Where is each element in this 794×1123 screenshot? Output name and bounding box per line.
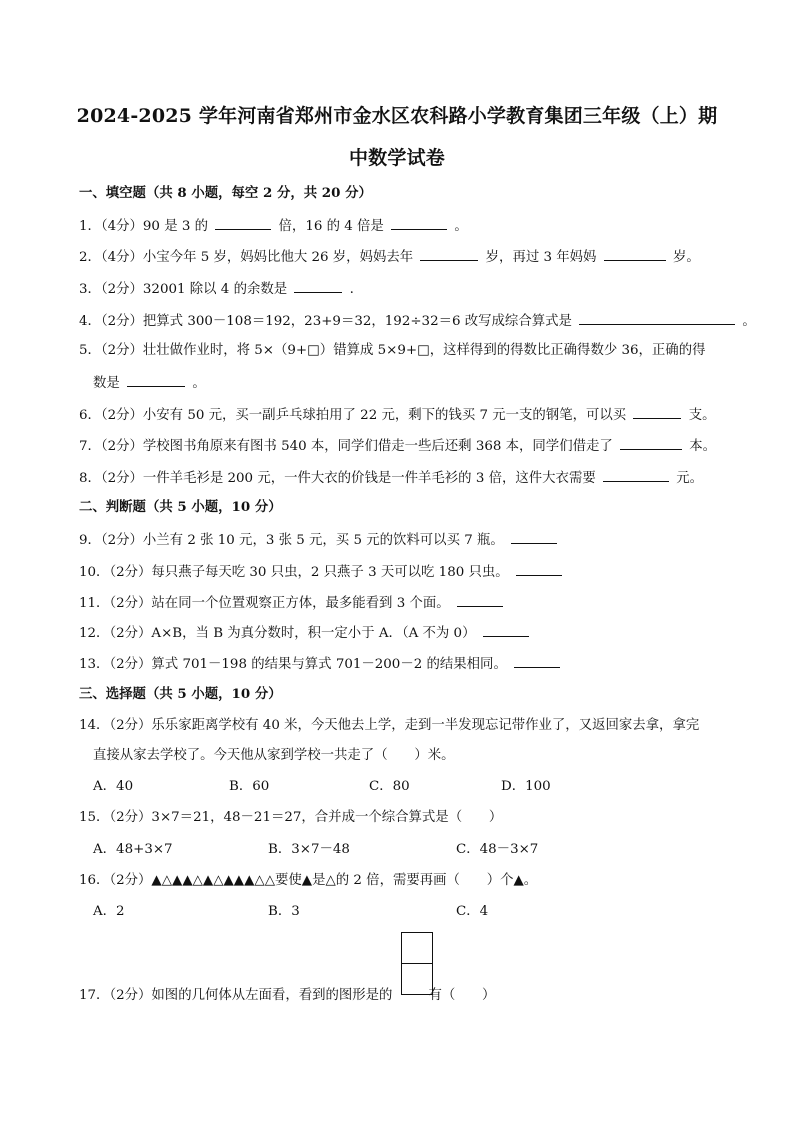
q14-option-c[interactable]: C．80: [369, 779, 410, 794]
q5-text-c: 。: [192, 376, 206, 391]
q14-text-b: 直接从家去学校了。今天他从家到学校一共走了（ ）米。: [93, 748, 455, 763]
q11-blank-1[interactable]: [457, 593, 503, 607]
q1-text-b: 倍，16 的 4 倍是: [278, 219, 384, 234]
q12-blank-1[interactable]: [483, 623, 529, 637]
question-3: [79, 279, 354, 299]
question-11: [79, 593, 506, 613]
q8-text-a: 8．（2分）一件羊毛衫是 200 元，一件大衣的价钱是一件羊毛衫的 3 倍，这件大衣需要: [79, 471, 596, 486]
section-fill-heading: 一、填空题（共 8 小题，每空 2 分，共 20 分）: [79, 185, 372, 201]
q6-text-b: 支。: [688, 408, 716, 423]
q7-text-b: 本。: [689, 439, 717, 454]
question-6: [79, 405, 715, 425]
question-1: [79, 216, 468, 236]
question-12: [79, 623, 532, 643]
question-15: [79, 809, 502, 827]
question-16: [79, 872, 537, 890]
q4-text-b: 。: [742, 314, 756, 329]
q8-blank-1[interactable]: [603, 468, 669, 482]
q4-text-a: 4．（2分）把算式 300－108＝192，23+9＝32，192÷32＝6 改写成综合算式是: [79, 314, 572, 329]
q14-option-d[interactable]: D．100: [501, 779, 551, 794]
section-choice-heading: 三、选择题（共 5 小题，10 分）: [79, 686, 282, 702]
q17-text-b: 有（ ）: [428, 988, 496, 1003]
q15-option-c[interactable]: C．48－3×7: [456, 842, 539, 857]
q5-text-b: 数是: [93, 376, 120, 391]
q14-text-a: 14．（2分）乐乐家距离学校有 40 米，今天他去上学，走到一半发现忘记带作业了，又返回家去拿，拿完: [79, 718, 700, 733]
q2-blank-2[interactable]: [604, 247, 666, 261]
question-9: [79, 530, 560, 550]
q16-option-c[interactable]: C．4: [456, 904, 489, 919]
q2-blank-1[interactable]: [420, 247, 478, 261]
exam-title-line2: 中数学试卷: [348, 147, 445, 169]
q15-option-a[interactable]: A．48+3×7: [93, 842, 173, 857]
q6-text-a: 6．（2分）小安有 50 元，买一副乒乓球拍用了 22 元，剩下的钱买 7 元一支的钢笔，可以买: [79, 408, 627, 423]
q16-option-a[interactable]: A．2: [93, 904, 125, 919]
q16-option-b[interactable]: B．3: [268, 904, 300, 919]
q12-text-a: 12．（2分）A×B，当 B 为真分数时，积一定小于 A．（A 不为 0）: [79, 626, 476, 641]
q2-text-a: 2．（4分）小宝今年 5 岁，妈妈比他大 26 岁，妈妈去年: [79, 250, 414, 265]
question-8: [79, 468, 703, 488]
q11-text-a: 11．（2分）站在同一个位置观察正方体，最多能看到 3 个面。: [79, 596, 450, 611]
question-7: [79, 436, 716, 456]
question-5-cont: [93, 373, 206, 393]
q16-text-a: 16．（2分）▲△▲▲△▲△▲▲▲△△要使▲是△的 2 倍，需要再画（ ）个▲。: [79, 873, 538, 888]
q5-blank-1[interactable]: [127, 373, 185, 387]
q1-text-a: 1．（4分）90 是 3 的: [79, 219, 209, 234]
q7-text-a: 7．（2分）学校图书角原来有图书 540 本，同学们借走一些后还剩 368 本，同学们借走了: [79, 439, 613, 454]
q17-figure-square-top: [401, 932, 433, 964]
q9-blank-1[interactable]: [511, 530, 557, 544]
question-17: [79, 987, 495, 1005]
q15-option-b[interactable]: B．3×7－48: [268, 842, 350, 857]
q2-text-c: 岁。: [672, 250, 700, 265]
q9-text-a: 9．（2分）小兰有 2 张 10 元，3 张 5 元，买 5 元的饮料可以买 7 瓶。: [79, 533, 504, 548]
q14-option-b[interactable]: B．60: [229, 779, 270, 794]
question-2: [79, 247, 700, 267]
q15-text-a: 15．（2分）3×7＝21，48－21＝27，合并成一个综合算式是（ ）: [79, 810, 503, 825]
q1-blank-2[interactable]: [391, 216, 447, 230]
question-5: [79, 342, 705, 360]
q3-text-b: .: [349, 282, 354, 297]
q6-blank-1[interactable]: [633, 405, 681, 419]
question-14-cont: [93, 747, 455, 765]
q13-text-a: 13．（2分）算式 701－198 的结果与算式 701－200－2 的结果相同。: [79, 657, 507, 672]
question-4: [79, 311, 756, 331]
q5-text-a: 5．（2分）壮壮做作业时，将 5×（9+□）错算成 5×9+□，这样得到的得数比正确得数少 36，正确的得: [79, 343, 706, 358]
q1-text-c: 。: [454, 219, 468, 234]
q10-text-a: 10．（2分）每只燕子每天吃 30 只虫，2 只燕子 3 天可以吃 180 只虫。: [79, 565, 509, 580]
question-13: [79, 654, 563, 674]
q10-blank-1[interactable]: [516, 562, 562, 576]
q14-option-a[interactable]: A．40: [93, 779, 134, 794]
exam-title-line1: 2024-2025 学年河南省郑州市金水区农科路小学教育集团三年级（上）期: [76, 105, 718, 127]
q3-text-a: 3．（2分）32001 除以 4 的余数是: [79, 282, 288, 297]
section-judge-heading: 二、判断题（共 5 小题，10 分）: [79, 499, 282, 515]
q7-blank-1[interactable]: [620, 436, 682, 450]
q13-blank-1[interactable]: [514, 654, 560, 668]
q8-text-b: 元。: [676, 471, 704, 486]
question-14: [79, 717, 699, 735]
q4-blank-1[interactable]: [579, 311, 735, 325]
question-10: [79, 562, 565, 582]
q1-blank-1[interactable]: [215, 216, 271, 230]
q3-blank-1[interactable]: [294, 279, 342, 293]
q17-text-a: 17．（2分）如图的几何体从左面看，看到的图形是的: [79, 988, 393, 1003]
q2-text-b: 岁，再过 3 年妈妈: [485, 250, 597, 265]
